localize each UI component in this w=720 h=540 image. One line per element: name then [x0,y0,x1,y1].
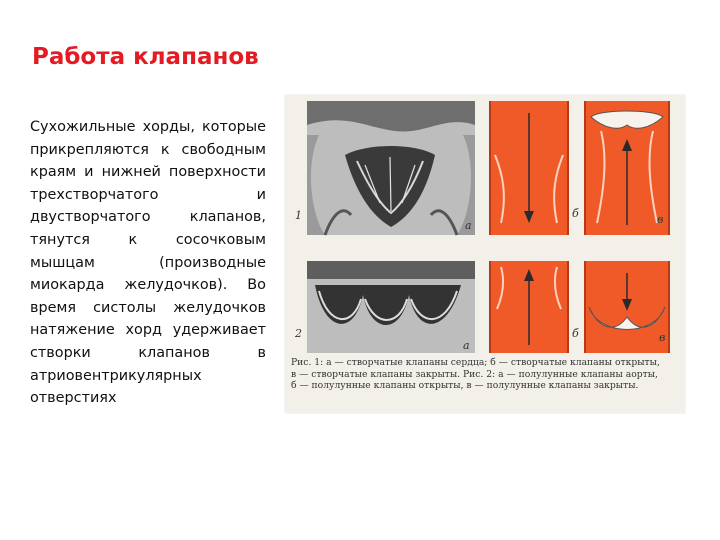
figure-caption [291,357,679,392]
slide-title: Работа клапанов [32,44,259,70]
figure-caption-line: в — створчатые клапаны закрыты. Рис. 2: а — полулунные клапаны аорты, [291,368,658,380]
row1-number-label: 1 [295,209,302,222]
row2-panel-b-label: б [572,327,579,340]
row2-panel-v-valves-closed [585,261,669,353]
figure-caption-line: Рис. 1: а — створчатые клапаны сердца; б — створчатые клапаны открыты, [291,357,660,368]
row2-panel-a-label: а [463,339,470,352]
figure-caption-line: б — полулунные клапаны открыты, в — полулунные клапаны закрыты. [291,380,639,391]
row1-panel-b-valves-open [490,101,568,235]
row2-panel-b-valves-open [490,261,568,353]
row2-number-label: 2 [295,327,302,340]
valves-figure [285,95,685,413]
row1-panel-v-label: в [657,213,664,226]
row1-panel-b-label: б [572,207,579,220]
row2-panel-a-aortic-section [307,261,475,353]
row1-panel-a-label: а [465,219,472,232]
row1-panel-a-heart-section [307,101,475,235]
row2-panel-v-label: в [659,331,666,344]
slide-body-text: Сухожильные хорды, которые прикрепляются к свободным краям и нижней поверхности трехстворчатого и двустворчатого клапанов, тянутся к сосочковым мышцам (производные миокарда желудочков). Во время систолы желудочков натяжение хорд удерживает створки клапанов в атриовентрикулярных отверстиях [30,119,266,407]
